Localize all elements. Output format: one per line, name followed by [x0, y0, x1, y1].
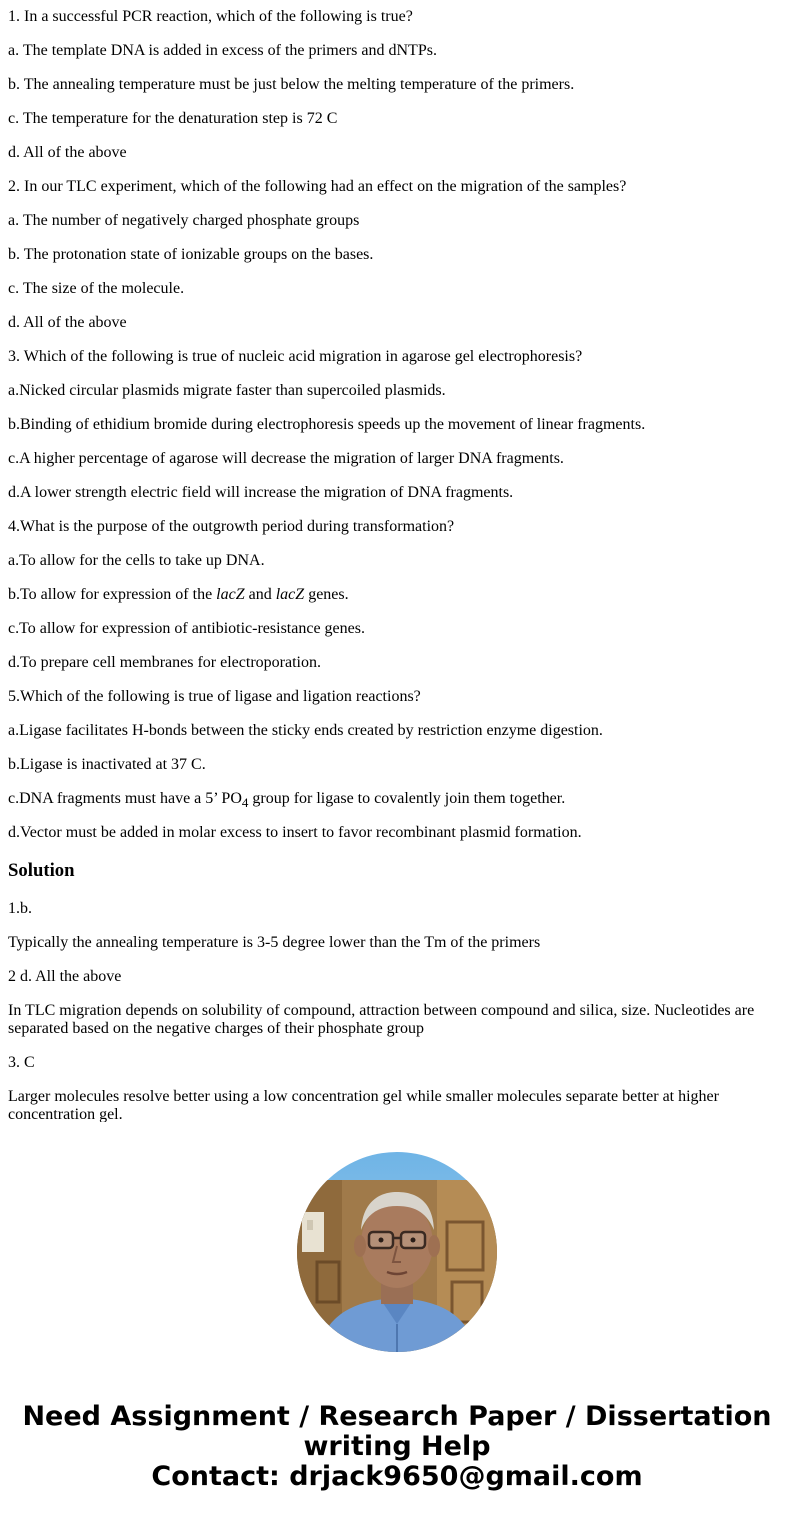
solution-heading: Solution	[8, 860, 75, 881]
q5-c-text-pre: c.DNA fragments must have a 5’ PO	[8, 790, 242, 807]
q3-option-d: d.A lower strength electric field will increase the migration of DNA fragments.	[8, 484, 514, 501]
q5-stem: 5.Which of the following is true of ligase and ligation reactions?	[8, 688, 421, 705]
q1-option-b: b. The annealing temperature must be just below the melting temperature of the primers.	[8, 76, 575, 93]
q5-option-c	[8, 790, 786, 808]
q4-b-gene-1: lacZ	[216, 586, 245, 603]
q4-option-d: d.To prepare cell membranes for electroporation.	[8, 654, 321, 671]
promo-line-2: writing Help	[303, 1431, 491, 1462]
q5-option-a: a.Ligase facilitates H-bonds between the sticky ends created by restriction enzyme digestion.	[8, 722, 603, 739]
q3-option-b: b.Binding of ethidium bromide during electrophoresis speeds up the movement of linear fragments.	[8, 416, 646, 433]
q4-option-a: a.To allow for the cells to take up DNA.	[8, 552, 265, 569]
q2-stem: 2. In our TLC experiment, which of the following had an effect on the migration of the samples?	[8, 178, 627, 195]
answer-1-explanation: Typically the annealing temperature is 3-5 degree lower than the Tm of the primers	[8, 934, 541, 951]
answer-3: 3. C	[8, 1054, 35, 1071]
answer-2-explanation: In TLC migration depends on solubility of compound, attraction between compound and silica, size. Nucleotides are separated based on the negative charges of their phosphate group	[8, 1002, 755, 1037]
document-body	[8, 0, 786, 1122]
q4-b-text-mid: and	[244, 586, 276, 603]
q4-option-b	[8, 586, 786, 604]
q4-b-text-post: genes.	[304, 586, 349, 603]
avatar-portrait-image	[297, 1152, 497, 1352]
answer-1: 1.b.	[8, 900, 32, 917]
q2-option-d: d. All of the above	[8, 314, 127, 331]
promo-line-1: Need Assignment / Research Paper / Dissertation	[22, 1401, 772, 1432]
q5-c-text-post: group for ligase to covalently join them together.	[248, 790, 566, 807]
q2-option-b: b. The protonation state of ionizable groups on the bases.	[8, 246, 374, 263]
q3-option-a: a.Nicked circular plasmids migrate faster than supercoiled plasmids.	[8, 382, 446, 399]
avatar	[297, 1152, 497, 1352]
q2-option-a: a. The number of negatively charged phosphate groups	[8, 212, 360, 229]
promo-text	[0, 1402, 794, 1492]
promo-section	[0, 1152, 794, 1492]
q1-option-a: a. The template DNA is added in excess of the primers and dNTPs.	[8, 42, 437, 59]
q3-option-c: c.A higher percentage of agarose will decrease the migration of larger DNA fragments.	[8, 450, 564, 467]
q1-option-c: c. The temperature for the denaturation step is 72 C	[8, 110, 338, 127]
q2-option-c: c. The size of the molecule.	[8, 280, 185, 297]
q5-c-subscript: 4	[241, 795, 249, 810]
q3-stem: 3. Which of the following is true of nucleic acid migration in agarose gel electrophoresis?	[8, 348, 583, 365]
q5-option-d: d.Vector must be added in molar excess to insert to favor recombinant plasmid formation.	[8, 824, 582, 841]
q1-option-d: d. All of the above	[8, 144, 127, 161]
q4-option-c: c.To allow for expression of antibiotic-resistance genes.	[8, 620, 365, 637]
answer-3-explanation: Larger molecules resolve better using a low concentration gel while smaller molecules separate better at higher concentration gel.	[8, 1088, 719, 1122]
q5-option-b: b.Ligase is inactivated at 37 C.	[8, 756, 206, 773]
promo-contact-line: Contact: drjack9650@gmail.com	[151, 1461, 643, 1492]
q4-b-gene-2: lacZ	[275, 586, 305, 603]
q4-b-text-pre: b.To allow for expression of the	[8, 586, 217, 603]
answer-2: 2 d. All the above	[8, 968, 122, 985]
q4-stem: 4.What is the purpose of the outgrowth period during transformation?	[8, 518, 455, 535]
q1-stem: 1. In a successful PCR reaction, which of the following is true?	[8, 8, 413, 25]
